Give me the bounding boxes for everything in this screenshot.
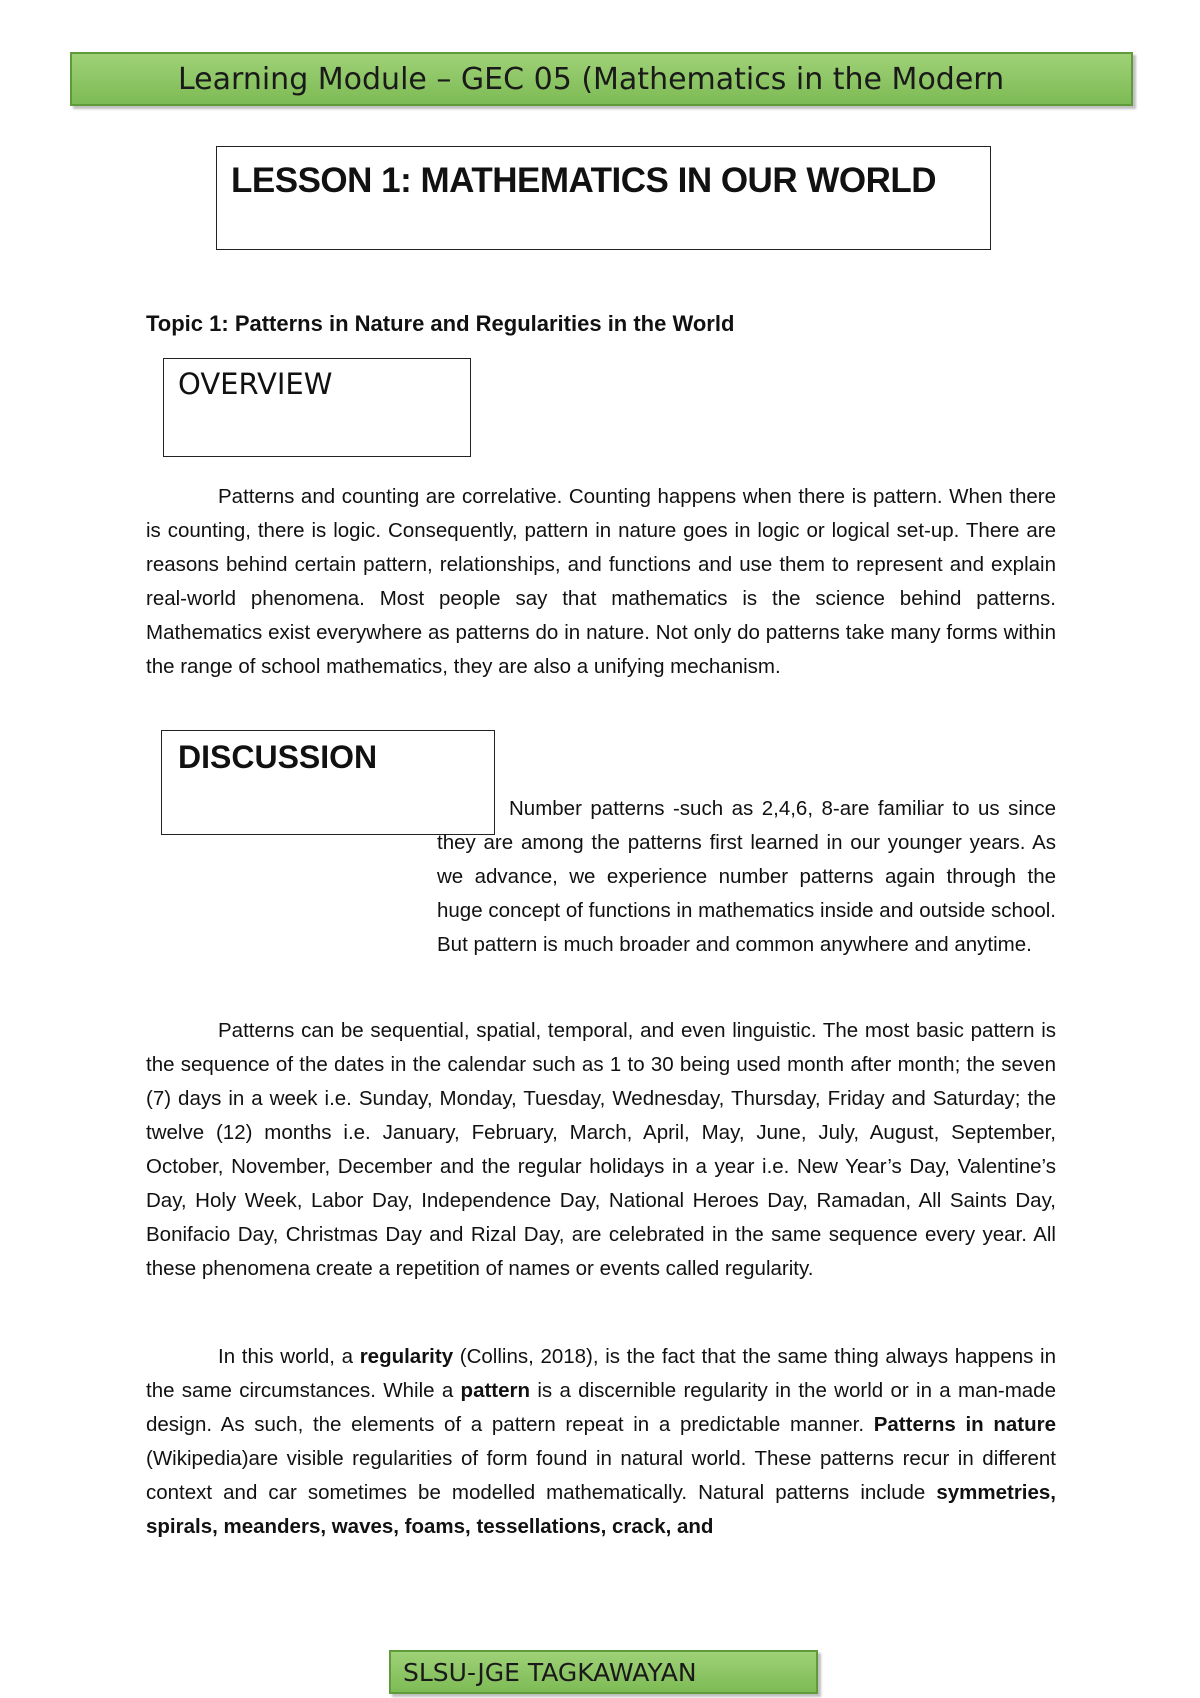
regularity-text-1: In this world, a bbox=[218, 1345, 360, 1368]
overview-paragraph: Patterns and counting are correlative. Counting happens when there is pattern. When there is counting, there is logic. Consequently, pattern in nature goes in logic or logical set-up. There are reasons behind certain pattern, relationships, and functions and use them to represent and explain real-world phenomena. Most people say that mathematics is the science behind patterns. Mathematics exist everywhere as patterns do in nature. Not only do patterns take many forms within the range of school mathematics, they are also a unifying mechanism. bbox=[146, 485, 1056, 678]
footer-text: SLSU-JGE TAGKAWAYAN bbox=[403, 1658, 697, 1687]
overview-label: OVERVIEW bbox=[178, 367, 333, 401]
footer-banner bbox=[389, 1650, 818, 1694]
term-patterns-in-nature: Patterns in nature bbox=[873, 1413, 1056, 1436]
lesson-title: LESSON 1: MATHEMATICS IN OUR WORLD bbox=[231, 161, 937, 200]
term-regularity: regularity bbox=[359, 1345, 454, 1368]
regularity-text-3: is a discernible regularity in the world or in a man-made design. As such, the elements of a pattern repeat in a predictable manner. bbox=[146, 1379, 1056, 1436]
regularity-text-2: (Collins, 2018), is the fact that the same thing always happens in the same circumstances. While a bbox=[146, 1345, 1056, 1402]
discussion-label: DISCUSSION bbox=[178, 739, 378, 775]
module-header-text: Learning Module – GEC 05 (Mathematics in the Modern bbox=[178, 62, 1005, 97]
overview-box bbox=[163, 358, 471, 457]
lesson-title-box bbox=[216, 146, 991, 250]
topic-heading: Topic 1: Patterns in Nature and Regularities in the World bbox=[146, 311, 735, 336]
number-patterns-paragraph: Number patterns -such as 2,4,6, 8-are familiar to us since they are among the patterns first learned in our younger years. As we advance, we experience number patterns again through the huge concept of functions in mathematics inside and outside school. But pattern is much broader and common anywhere and anytime. bbox=[437, 797, 1056, 956]
natural-pattern-list: symmetries, spirals, meanders, waves, foams, tessellations, crack, and bbox=[146, 1481, 1056, 1538]
module-header-banner bbox=[70, 52, 1133, 106]
patterns-types-paragraph: Patterns can be sequential, spatial, temporal, and even linguistic. The most basic pattern is the sequence of the dates in the calendar such as 1 to 30 being used month after month; the seven (7) days in a week i.e. Sunday, Monday, Tuesday, Wednesday, Thursday, Friday and Saturday; the twelve (12) months i.e. January, February, March, April, May, June, July, August, September, October, November, December and the regular holidays in a year i.e. New Year’s Day, Valentine’s Day, Holy Week, Labor Day, Independence Day, National Heroes Day, Ramadan, All Saints Day, Bonifacio Day, Christmas Day and Rizal Day, are celebrated in the same sequence every year. All these phenomena create a repetition of names or events called regularity. bbox=[146, 1019, 1056, 1280]
regularity-paragraph bbox=[146, 1340, 1056, 1544]
term-pattern: pattern bbox=[460, 1379, 531, 1402]
regularity-text-4: (Wikipedia)are visible regularities of form found in natural world. These patterns recur in different context and car sometimes be modelled mathematically. Natural patterns include bbox=[146, 1447, 1056, 1504]
